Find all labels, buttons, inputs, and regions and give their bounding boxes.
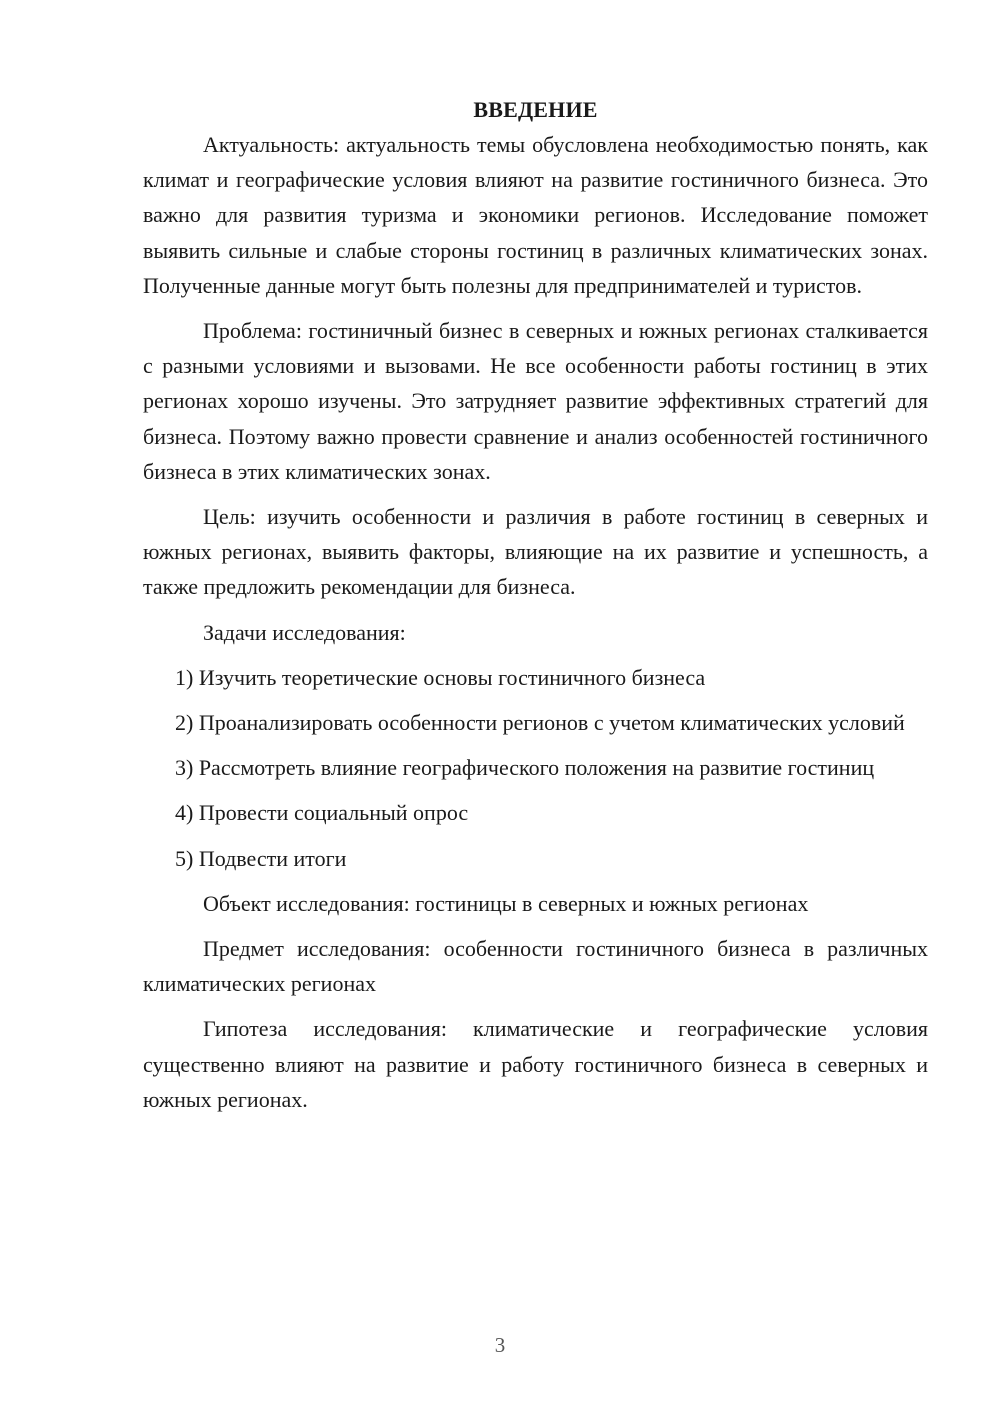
list-item-task-3: 3) Рассмотреть влияние географического положения на развитие гостиниц bbox=[175, 755, 875, 781]
paragraph-relevance: Актуальность: актуальность темы обусловлена необходимостью понять, как климат и географические условия влияют на развитие гостиничного бизнеса. Это важно для развития туризма и экономики регионов. Исследование поможет выявить сильные и слабые стороны гостиниц в различных климатических зонах. Полученные данные могут быть полезны для предпринимателей и туристов. bbox=[143, 132, 928, 298]
list-item-task-5: 5) Подвести итоги bbox=[175, 845, 347, 871]
page-title: ВВЕДЕНИЕ bbox=[473, 97, 598, 122]
paragraph-subject: Предмет исследования: особенности гостиничного бизнеса в различных климатических регионах bbox=[143, 936, 928, 997]
tasks-heading: Задачи исследования: bbox=[203, 619, 406, 645]
list-item-task-2: 2) Проанализировать особенности регионов с учетом климатических условий bbox=[175, 710, 905, 736]
paragraph-hypothesis: Гипотеза исследования: климатические и географические условия существенно влияют на развитие и работу гостиничного бизнеса в северных и южных регионах. bbox=[143, 1016, 928, 1112]
list-item-task-1: 1) Изучить теоретические основы гостиничного бизнеса bbox=[175, 664, 706, 690]
list-item-task-4: 4) Провести социальный опрос bbox=[175, 800, 469, 826]
paragraph-problem: Проблема: гостиничный бизнес в северных и южных регионах сталкивается с разными условиями и вызовами. Не все особенности работы гостиниц в этих регионах хорошо изучены. Это затрудняет развитие эффективных стратегий для бизнеса. Поэтому важно провести сравнение и анализ особенностей гостиничного бизнеса в этих климатических зонах. bbox=[143, 318, 928, 484]
paragraph-goal: Цель: изучить особенности и различия в работе гостиниц в северных и южных регионах, выявить факторы, влияющие на их развитие и успешность, а также предложить рекомендации для бизнеса. bbox=[143, 504, 928, 600]
document-page bbox=[143, 92, 928, 1127]
paragraph-object: Объект исследования: гостиницы в северных и южных регионах bbox=[203, 890, 809, 916]
page-number: 3 bbox=[494, 1333, 506, 1357]
